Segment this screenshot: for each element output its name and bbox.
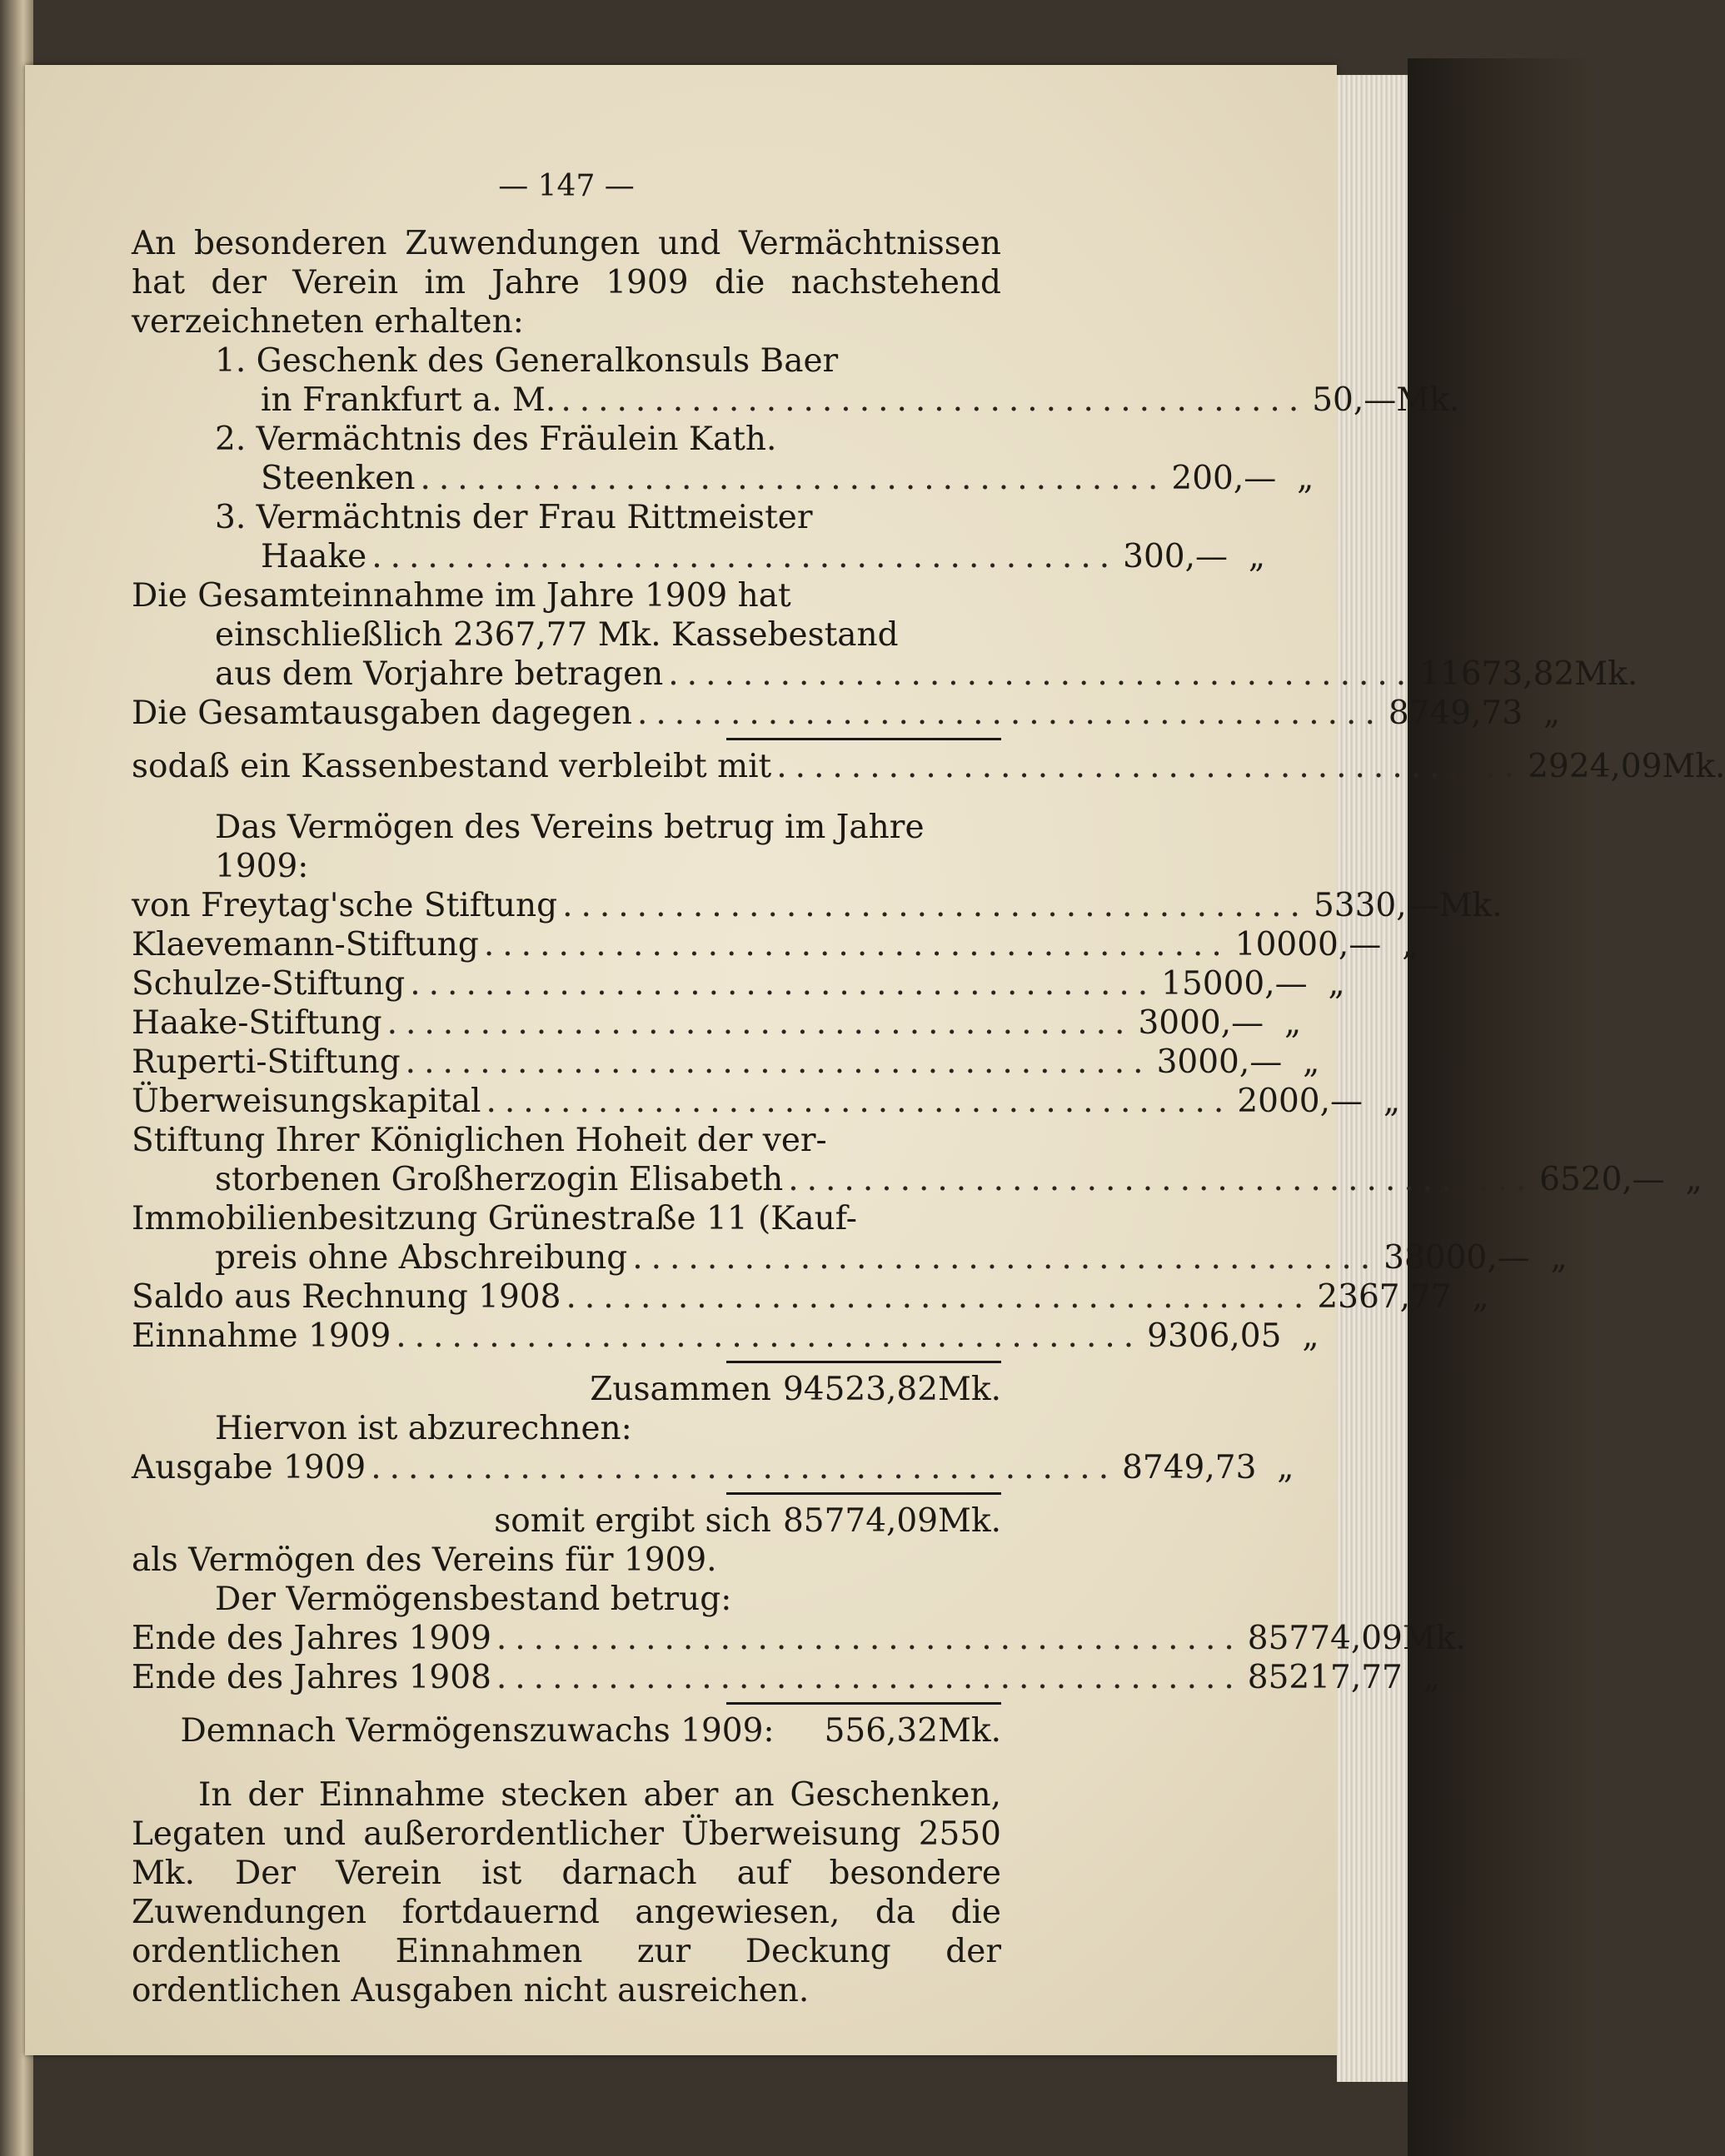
- property-unit: „: [1550, 1239, 1568, 1277]
- asset-unit: „: [1303, 1043, 1320, 1081]
- income-line2: einschließlich 2367,77 Mk. Kassebestand: [215, 616, 899, 654]
- leader-dots: ........................................: [776, 748, 1523, 785]
- leader-dots: ........................................: [496, 1620, 1243, 1657]
- asset-label: Überweisungskapital: [132, 1083, 481, 1120]
- leader-dots: ........................................: [561, 381, 1308, 419]
- stock-label: Ende des Jahres 1908: [132, 1659, 491, 1696]
- asset-label: von Freytag'sche Stiftung: [132, 887, 558, 924]
- asset-row: [132, 1043, 1320, 1082]
- leader-dots: ........................................: [566, 1278, 1313, 1316]
- einnahme-unit: „: [1302, 1317, 1319, 1355]
- balance-label: sodaß ein Kassenbestand verbleibt mit: [132, 748, 772, 785]
- stock-label: Ende des Jahres 1909: [132, 1620, 491, 1657]
- elisabeth-row: [132, 1160, 1703, 1199]
- leader-dots: ........................................: [386, 1004, 1134, 1042]
- bequest-1-line1: 1. Geschenk des Generalkonsuls Baer: [215, 342, 839, 380]
- deduct-heading: Hiervon ist abzurechnen:: [215, 1410, 632, 1447]
- asset-label: Klaevemann-Stiftung: [132, 926, 479, 963]
- growth-label: Demnach Vermögenszuwachs 1909:: [180, 1712, 775, 1750]
- asset-row: [132, 1003, 1302, 1043]
- elisabeth-unit: „: [1685, 1161, 1703, 1198]
- bequest-3-line1: 3. Vermächtnis der Frau Rittmeister: [215, 499, 813, 536]
- result-row: [132, 1501, 1001, 1541]
- stock-unit: „: [1423, 1659, 1440, 1696]
- leader-dots: ........................................: [562, 887, 1309, 924]
- growth-amount: 556,32: [824, 1712, 939, 1750]
- asset-row: [132, 1082, 1401, 1121]
- asset-unit: „: [1402, 926, 1419, 963]
- elisabeth-line1: Stiftung Ihrer Königlichen Hoheit der ver-: [132, 1122, 827, 1159]
- assets-heading: Das Vermögen des Vereins betrug im Jahre 1909:: [215, 809, 925, 885]
- income-unit: Mk.: [1574, 655, 1638, 693]
- growth-unit: Mk.: [938, 1712, 1001, 1750]
- expense-amount: 8749,73: [1388, 695, 1523, 732]
- property-line1: Immobilienbesitzung Grünestraße 11 (Kauf-: [132, 1200, 857, 1237]
- bequest-2-line1: 2. Vermächtnis des Fräulein Kath.: [215, 421, 777, 458]
- result-unit: Mk.: [938, 1502, 1001, 1540]
- asset-amount: 3000,—: [1156, 1043, 1283, 1081]
- leader-dots: ........................................: [496, 1659, 1243, 1696]
- page-stack-edge: [1337, 75, 1408, 2082]
- intro-paragraph: An besonderen Zuwendungen und Vermächtnissen hat der Verein im Jahre 1909 die nachstehend verzeichneten erhalten:: [132, 225, 1001, 341]
- asset-amount: 3000,—: [1138, 1004, 1264, 1042]
- balance-row: [132, 747, 1725, 786]
- stock-row: [132, 1619, 1466, 1658]
- leader-dots: ........................................: [668, 655, 1415, 693]
- leader-dots: ........................................: [636, 695, 1383, 732]
- leader-dots: ........................................: [486, 1083, 1233, 1120]
- bequest-3-row: [132, 537, 1266, 576]
- bequest-1-amount: 50,—: [1312, 381, 1397, 419]
- stock-heading: Der Vermögensbestand betrug:: [215, 1581, 732, 1618]
- asset-amount: 10000,—: [1234, 926, 1382, 963]
- asset-amount: 5330,—: [1313, 887, 1439, 924]
- total-amount: 94523,82: [782, 1371, 939, 1408]
- leader-dots: ........................................: [420, 460, 1167, 497]
- asset-amount: 15000,—: [1161, 965, 1308, 1003]
- page-text: [132, 167, 1725, 2010]
- stock-row: [132, 1658, 1440, 1697]
- saldo-amount: 2367,77: [1317, 1278, 1452, 1316]
- expense-label: Die Gesamtausgaben dagegen: [132, 695, 632, 732]
- stock-amount: 85217,77: [1247, 1659, 1403, 1696]
- bequest-1-unit: Mk.: [1396, 381, 1460, 419]
- page-number: — 147 —: [498, 169, 635, 203]
- leader-dots: ........................................: [405, 1043, 1152, 1081]
- property-label: preis ohne Abschreibung: [215, 1239, 628, 1277]
- bequest-2-amount: 200,—: [1171, 460, 1277, 497]
- asset-label: Ruperti-Stiftung: [132, 1043, 401, 1081]
- stock-amount: 85774,09: [1247, 1620, 1403, 1657]
- leader-dots: ........................................: [483, 926, 1230, 963]
- asset-label: Haake-Stiftung: [132, 1004, 382, 1042]
- leader-dots: ........................................: [371, 538, 1119, 575]
- asset-unit: „: [1328, 965, 1345, 1003]
- sum-rule: [726, 1492, 1001, 1495]
- property-row: [132, 1238, 1568, 1277]
- stock-unit: Mk.: [1402, 1620, 1466, 1657]
- sum-rule: [726, 1361, 1001, 1363]
- saldo-row: [132, 1277, 1489, 1317]
- bequest-2-row: [132, 459, 1314, 498]
- ausgabe-row: [132, 1448, 1294, 1487]
- asset-unit: „: [1383, 1083, 1401, 1120]
- leader-dots: ........................................: [371, 1449, 1118, 1486]
- total-row: [132, 1370, 1001, 1409]
- sum-rule: [726, 738, 1001, 740]
- saldo-label: Saldo aus Rechnung 1908: [132, 1278, 561, 1316]
- growth-row: [132, 1711, 1001, 1750]
- income-label: aus dem Vorjahre betragen: [215, 655, 664, 693]
- expense-row: [132, 694, 1561, 733]
- leader-dots: ........................................: [632, 1239, 1379, 1277]
- total-label: Zusammen: [590, 1371, 771, 1408]
- balance-unit: Mk.: [1662, 748, 1725, 785]
- ausgabe-unit: „: [1277, 1449, 1294, 1486]
- asset-row: [132, 925, 1419, 964]
- property-amount: 38000,—: [1383, 1239, 1530, 1277]
- leader-dots: ........................................: [410, 965, 1157, 1003]
- total-unit: Mk.: [938, 1371, 1001, 1408]
- einnahme-row: [132, 1317, 1319, 1356]
- income-line1: Die Gesamteinnahme im Jahre 1909 hat: [132, 577, 791, 615]
- leader-dots: ........................................: [396, 1317, 1143, 1355]
- result-amount: 85774,09: [782, 1502, 939, 1540]
- elisabeth-label: storbenen Großherzogin Elisabeth: [215, 1161, 784, 1198]
- asset-row: [132, 886, 1503, 925]
- expense-unit: „: [1543, 695, 1561, 732]
- bequest-3-label: Haake: [261, 538, 367, 575]
- bequest-2-unit: „: [1297, 460, 1314, 497]
- balance-amount: 2924,09: [1528, 748, 1663, 785]
- asset-label: Schulze-Stiftung: [132, 965, 406, 1003]
- einnahme-label: Einnahme 1909: [132, 1317, 391, 1355]
- book-cover: [1408, 58, 1592, 2156]
- bequest-1-label: in Frankfurt a. M.: [261, 381, 556, 419]
- asset-unit: Mk.: [1438, 887, 1503, 924]
- sum-rule: [726, 1702, 1001, 1705]
- bequest-3-unit: „: [1248, 538, 1266, 575]
- saldo-unit: „: [1472, 1278, 1489, 1316]
- result-label: somit ergibt sich: [494, 1502, 771, 1540]
- result-note: als Vermögen des Vereins für 1909.: [132, 1541, 717, 1579]
- asset-unit: „: [1284, 1004, 1302, 1042]
- ausgabe-label: Ausgabe 1909: [132, 1449, 366, 1486]
- asset-amount: 2000,—: [1237, 1083, 1363, 1120]
- bequest-3-amount: 300,—: [1123, 538, 1228, 575]
- bequest-1-row: [132, 381, 1460, 420]
- income-amount: 11673,82: [1419, 655, 1575, 693]
- asset-row: [132, 964, 1345, 1003]
- income-row: [132, 655, 1638, 694]
- closing-paragraph: In der Einnahme stecken aber an Geschenken, Legaten und außerordentlicher Überweisung 2550 Mk. Der Verein ist darnach auf besondere Zuwendungen fortdauernd angewiesen, da die ordentlichen Einnahmen zur Deckung der ordentlichen Ausgaben nicht ausreichen.: [132, 1776, 1001, 2009]
- bequest-2-label: Steenken: [261, 460, 416, 497]
- elisabeth-amount: 6520,—: [1539, 1161, 1665, 1198]
- leader-dots: ........................................: [788, 1161, 1535, 1198]
- einnahme-amount: 9306,05: [1147, 1317, 1282, 1355]
- ausgabe-amount: 8749,73: [1122, 1449, 1257, 1486]
